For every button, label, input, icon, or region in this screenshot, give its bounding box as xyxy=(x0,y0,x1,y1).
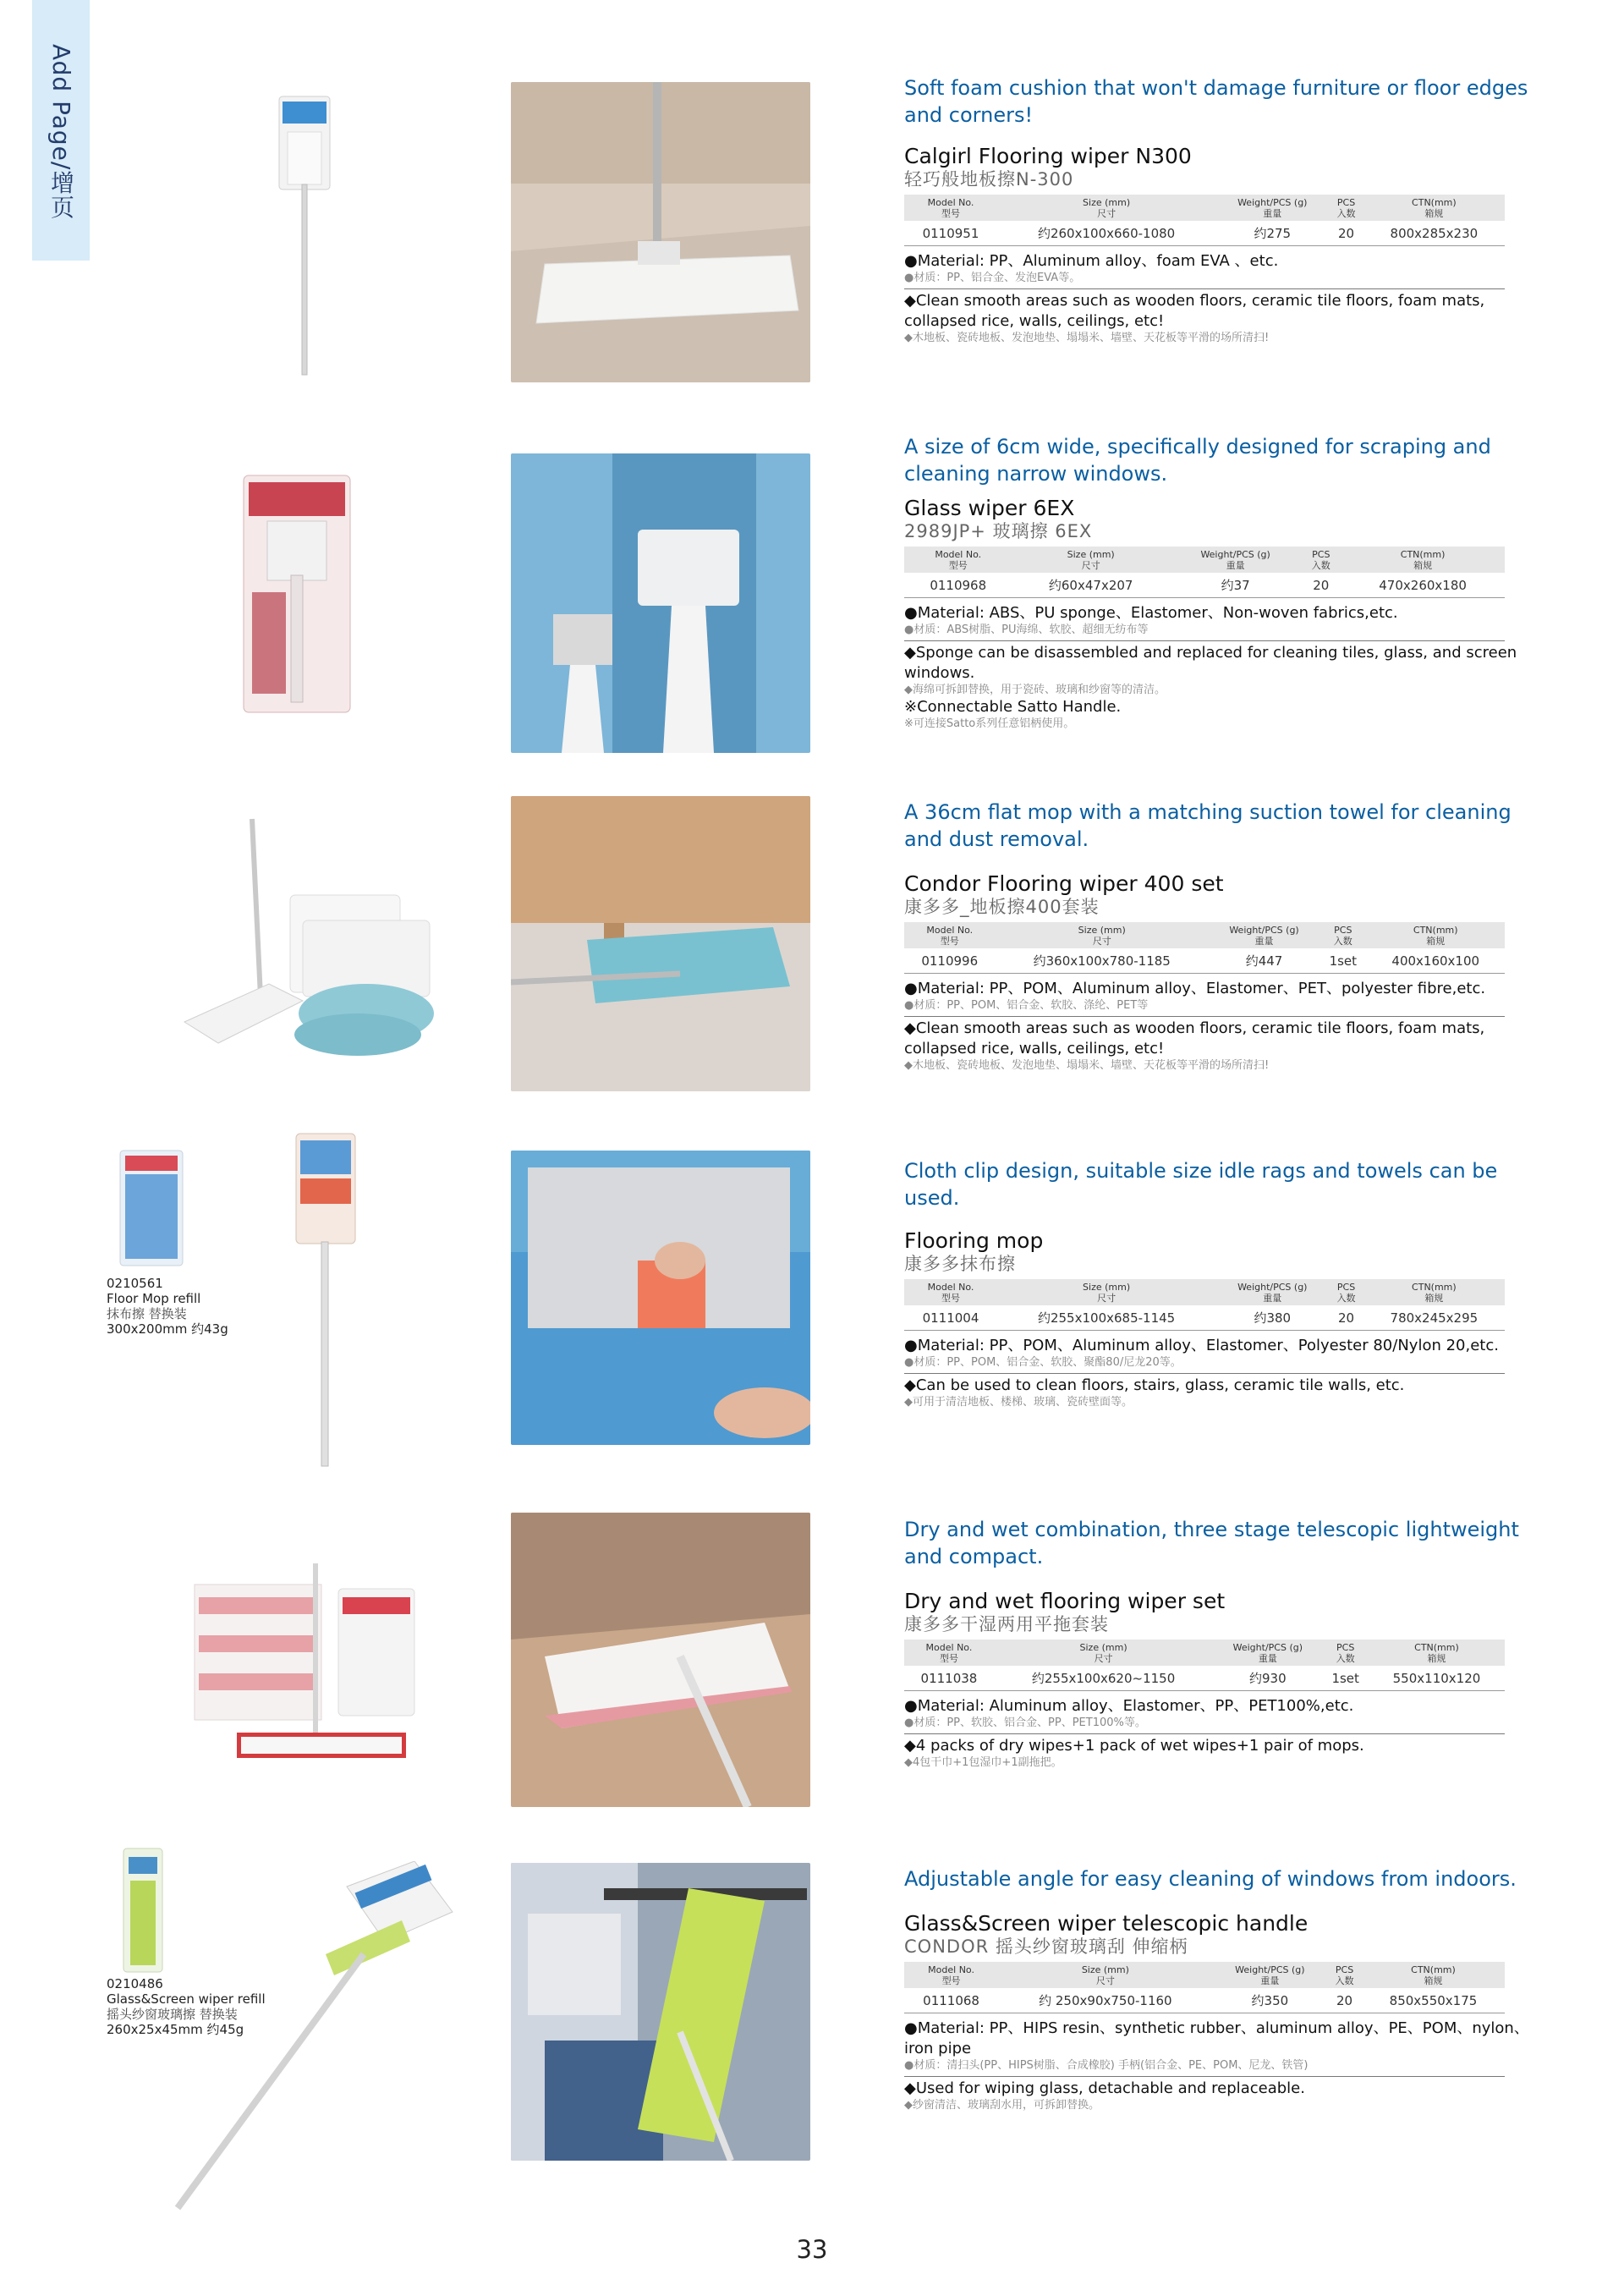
header-model: Model No. 型号 xyxy=(904,1279,997,1305)
feature-text: ◆Clean smooth areas such as wooden floors, ceramic tile floors, foam mats, collapsed rice, walls, ceilings, etc! xyxy=(904,1019,1485,1057)
product-image-glass-screen-wiper xyxy=(161,1861,465,2216)
product-photo-dry-wet-wiper-set xyxy=(511,1513,810,1807)
material-text-cn: ●材质：PP、软胶、铝合金、PP、PET100%等。 xyxy=(904,1717,1146,1729)
header-ctn: CTN(mm) 箱规 xyxy=(1369,1640,1505,1666)
refill-size: 300x200mm 约43g xyxy=(107,1321,228,1337)
material-text: ●Material: PP、POM、Aluminum alloy、Elastomer、Polyester 80/Nylon 20,etc. xyxy=(904,1337,1499,1354)
refill-name-cn: 摇头纱窗玻璃擦 替换装 xyxy=(107,2007,238,2022)
cell-model: 0111038 xyxy=(904,1666,994,1691)
feature-text-cn: ◆木地板、瓷砖地板、发泡地垫、塌塌米、墙壁、天花板等平滑的场所清扫! xyxy=(904,332,1270,344)
feature-text: ◆4 packs of dry wipes+1 pack of wet wipes+1 pair of mops. xyxy=(904,1737,1364,1755)
cell-weight: 约380 xyxy=(1215,1305,1329,1331)
cell-weight: 约350 xyxy=(1213,1988,1328,2013)
header-size: Size (mm) 尺寸 xyxy=(996,922,1209,948)
header-pcs: PCS 入数 xyxy=(1320,922,1366,948)
product-photo-flooring-wiper-400-set xyxy=(511,796,810,1091)
cell-ctn: 800x285x230 xyxy=(1363,221,1505,246)
product-image-dry-wet-wiper-set xyxy=(178,1563,431,1766)
product-info-4 xyxy=(904,1157,1547,1409)
divider xyxy=(904,640,1505,641)
cell-size: 约260x100x660-1080 xyxy=(997,221,1215,246)
spec-table xyxy=(904,1962,1505,2013)
feature-text-cn: ◆可用于清洁地板、楼梯、玻璃、瓷砖壁面等。 xyxy=(904,1396,1133,1409)
refill-name-cn: 抹布擦 替换装 xyxy=(107,1306,187,1321)
refill-name: Glass&Screen wiper refill xyxy=(107,1991,266,2007)
header-ctn: CTN(mm) 箱规 xyxy=(1366,922,1505,948)
product-info-3 xyxy=(904,799,1547,1073)
feature-text-cn: ※可连接Satto系列任意铝柄使用。 xyxy=(904,717,1075,730)
product-name-cn: 康多多抹布擦 xyxy=(904,1254,1016,1274)
cell-ctn: 400x160x100 xyxy=(1366,948,1505,974)
product-tagline: Cloth clip design, suitable size idle rags and towels can be used. xyxy=(904,1159,1498,1210)
header-model: Model No. 型号 xyxy=(904,1640,994,1666)
header-size: Size (mm) 尺寸 xyxy=(997,1279,1215,1305)
cell-size: 约 250x90x750-1160 xyxy=(998,1988,1212,2013)
cell-ctn: 850x550x175 xyxy=(1362,1988,1505,2013)
product-image-flooring-wiper-n300 xyxy=(271,91,338,379)
material-text: ●Material: PP、POM、Aluminum alloy、Elastomer、PET、polyester fibre,etc. xyxy=(904,980,1486,997)
header-pcs: PCS 入数 xyxy=(1327,1962,1362,1988)
cell-size: 约360x100x780-1185 xyxy=(996,948,1209,974)
product-name: Glass&Screen wiper telescopic handle xyxy=(904,1911,1309,1936)
side-tab xyxy=(32,0,90,261)
product-image-glass-wiper-6ex xyxy=(242,474,352,715)
header-pcs: PCS 入数 xyxy=(1322,1640,1369,1666)
cell-model: 0110996 xyxy=(904,948,996,974)
cell-ctn: 780x245x295 xyxy=(1363,1305,1505,1331)
feature-text-cn: ◆木地板、瓷砖地板、发泡地垫、塌塌米、墙壁、天花板等平滑的场所清扫! xyxy=(904,1059,1270,1072)
cell-size: 约255x100x620~1150 xyxy=(994,1666,1213,1691)
product-info-2 xyxy=(904,433,1547,731)
header-size: Size (mm) 尺寸 xyxy=(1012,547,1169,573)
divider xyxy=(904,1373,1505,1374)
cell-weight: 约447 xyxy=(1209,948,1320,974)
product-info-5 xyxy=(904,1516,1547,1770)
product-tagline: A size of 6cm wide, specifically designed for scraping and cleaning narrow windows. xyxy=(904,435,1491,486)
feature-text-cn: ◆海绵可拆卸替换，用于瓷砖、玻璃和纱窗等的清洁。 xyxy=(904,684,1166,696)
header-pcs: PCS 入数 xyxy=(1301,547,1341,573)
side-tab-label: Add Page/增页 xyxy=(47,44,75,220)
product-name-cn: CONDOR 摇头纱窗玻璃刮 伸缩柄 xyxy=(904,1936,1188,1957)
material-text: ●Material: ABS、PU sponge、Elastomer、Non-woven fabrics,etc. xyxy=(904,604,1398,622)
refill-code: 0210486 xyxy=(107,1976,163,1991)
header-weight: Weight/PCS (g) 重量 xyxy=(1215,1279,1329,1305)
divider xyxy=(904,288,1505,289)
cell-pcs: 1set xyxy=(1322,1666,1369,1691)
product-name: Dry and wet flooring wiper set xyxy=(904,1589,1226,1613)
material-text: ●Material: Aluminum alloy、Elastomer、PP、PET100%,etc. xyxy=(904,1697,1354,1715)
cell-ctn: 550x110x120 xyxy=(1369,1666,1505,1691)
product-name: Calgirl Flooring wiper N300 xyxy=(904,144,1192,168)
product-name-cn: 2989JP+ 玻璃擦 6EX xyxy=(904,521,1093,541)
table-row xyxy=(904,1988,1505,2013)
table-row xyxy=(904,1666,1505,1691)
material-text-cn: ●材质：PP、POM、铝合金、软胶、涤纶、PET等 xyxy=(904,999,1149,1012)
feature-text: ※Connectable Satto Handle. xyxy=(904,698,1122,716)
header-ctn: CTN(mm) 箱规 xyxy=(1341,547,1505,573)
table-row xyxy=(904,1305,1505,1331)
cell-pcs: 20 xyxy=(1301,573,1341,598)
feature-text: ◆Used for wiping glass, detachable and replaceable. xyxy=(904,2079,1305,2097)
header-ctn: CTN(mm) 箱规 xyxy=(1362,1962,1505,1988)
cell-pcs: 20 xyxy=(1329,221,1363,246)
header-weight: Weight/PCS (g) 重量 xyxy=(1215,195,1329,221)
product-photo-flooring-wiper-n300 xyxy=(511,82,810,382)
divider xyxy=(904,2076,1505,2077)
table-row xyxy=(904,948,1505,974)
spec-table xyxy=(904,1279,1505,1331)
header-size: Size (mm) 尺寸 xyxy=(998,1962,1212,1988)
cell-model: 0110951 xyxy=(904,221,997,246)
material-text-cn: ●材质：清扫头(PP、HIPS树脂、合成橡胶) 手柄(铝合金、PE、POM、尼龙、铁管) xyxy=(904,2059,1309,2072)
page-number: 33 xyxy=(796,2235,828,2264)
cell-ctn: 470x260x180 xyxy=(1341,573,1505,598)
product-info-1 xyxy=(904,74,1547,345)
header-ctn: CTN(mm) 箱规 xyxy=(1363,195,1505,221)
cell-pcs: 20 xyxy=(1327,1988,1362,2013)
header-size: Size (mm) 尺寸 xyxy=(997,195,1215,221)
product-tagline: Dry and wet combination, three stage telescopic lightweight and compact. xyxy=(904,1518,1519,1568)
product-name-cn: 康多多干湿两用平拖套装 xyxy=(904,1614,1109,1634)
cell-model: 0111004 xyxy=(904,1305,997,1331)
cell-pcs: 1set xyxy=(1320,948,1366,974)
product-name-cn: 康多多_地板擦400套装 xyxy=(904,897,1100,917)
cell-model: 0111068 xyxy=(904,1988,998,2013)
product-photo-flooring-mop xyxy=(511,1151,810,1445)
material-text: ●Material: PP、Aluminum alloy、foam EVA 、etc. xyxy=(904,252,1279,270)
refill-code: 0210561 xyxy=(107,1276,163,1291)
header-pcs: PCS 入数 xyxy=(1329,1279,1363,1305)
feature-text: ◆Can be used to clean floors, stairs, glass, ceramic tile walls, etc. xyxy=(904,1376,1405,1394)
feature-text: ◆Clean smooth areas such as wooden floors, ceramic tile floors, foam mats, collapsed rice, walls, ceilings, etc! xyxy=(904,292,1485,330)
product-photo-glass-wiper-6ex xyxy=(511,453,810,753)
material-text: ●Material: PP、HIPS resin、synthetic rubber、aluminum alloy、PE、POM、nylon、 iron pipe xyxy=(904,2019,1529,2057)
product-tagline: Soft foam cushion that won't damage furniture or floor edges and corners! xyxy=(904,76,1528,127)
divider xyxy=(904,1733,1505,1734)
product-name: Glass wiper 6EX xyxy=(904,496,1075,520)
header-model: Model No. 型号 xyxy=(904,922,996,948)
header-pcs: PCS 入数 xyxy=(1329,195,1363,221)
spec-table xyxy=(904,1640,1505,1691)
product-image-flooring-mop xyxy=(292,1132,359,1470)
refill-size: 260x25x45mm 约45g xyxy=(107,2022,244,2037)
header-ctn: CTN(mm) 箱规 xyxy=(1363,1279,1505,1305)
cell-pcs: 20 xyxy=(1329,1305,1363,1331)
header-weight: Weight/PCS (g) 重量 xyxy=(1209,922,1320,948)
table-row xyxy=(904,221,1505,246)
product-name-cn: 轻巧般地板擦N-300 xyxy=(904,169,1074,190)
product-image-flooring-wiper-400-set xyxy=(176,810,438,1064)
divider xyxy=(904,1016,1505,1017)
cell-weight: 约275 xyxy=(1215,221,1329,246)
material-text-cn: ●材质：PP、POM、铝合金、软胶、聚酯80/尼龙20等。 xyxy=(904,1356,1182,1369)
feature-text-cn: ◆4包干巾+1包湿巾+1副拖把。 xyxy=(904,1756,1062,1769)
product-info-6 xyxy=(904,1865,1547,2112)
product-name: Condor Flooring wiper 400 set xyxy=(904,871,1224,896)
refill-image-glass-screen-wiper xyxy=(122,1847,164,1974)
header-size: Size (mm) 尺寸 xyxy=(994,1640,1213,1666)
refill-info-floor-mop xyxy=(107,1276,228,1337)
cell-weight: 约37 xyxy=(1170,573,1302,598)
cell-size: 约255x100x685-1145 xyxy=(997,1305,1215,1331)
cell-size: 约60x47x207 xyxy=(1012,573,1169,598)
header-weight: Weight/PCS (g) 重量 xyxy=(1213,1640,1322,1666)
cell-weight: 约930 xyxy=(1213,1666,1322,1691)
spec-table xyxy=(904,547,1505,598)
refill-name: Floor Mop refill xyxy=(107,1291,201,1306)
spec-table xyxy=(904,922,1505,974)
header-model: Model No. 型号 xyxy=(904,195,997,221)
header-weight: Weight/PCS (g) 重量 xyxy=(1213,1962,1328,1988)
material-text-cn: ●材质：ABS树脂、PU海绵、软胶、超细无纺布等 xyxy=(904,623,1149,636)
spec-table xyxy=(904,195,1505,246)
header-model: Model No. 型号 xyxy=(904,1962,998,1988)
feature-text-cn: ◆纱窗清洁、玻璃刮水用，可拆卸替换。 xyxy=(904,2099,1100,2112)
header-model: Model No. 型号 xyxy=(904,547,1012,573)
cell-model: 0110968 xyxy=(904,573,1012,598)
header-weight: Weight/PCS (g) 重量 xyxy=(1170,547,1302,573)
product-name: Flooring mop xyxy=(904,1228,1044,1253)
product-tagline: A 36cm flat mop with a matching suction towel for cleaning and dust removal. xyxy=(904,800,1512,851)
refill-image-floor-mop xyxy=(118,1149,184,1267)
product-photo-glass-screen-wiper xyxy=(511,1863,810,2161)
material-text-cn: ●材质：PP、铝合金、发泡EVA等。 xyxy=(904,272,1081,284)
product-tagline: Adjustable angle for easy cleaning of windows from indoors. xyxy=(904,1867,1517,1891)
feature-text: ◆Sponge can be disassembled and replaced for cleaning tiles, glass, and screen windows. xyxy=(904,644,1517,682)
table-row xyxy=(904,573,1505,598)
